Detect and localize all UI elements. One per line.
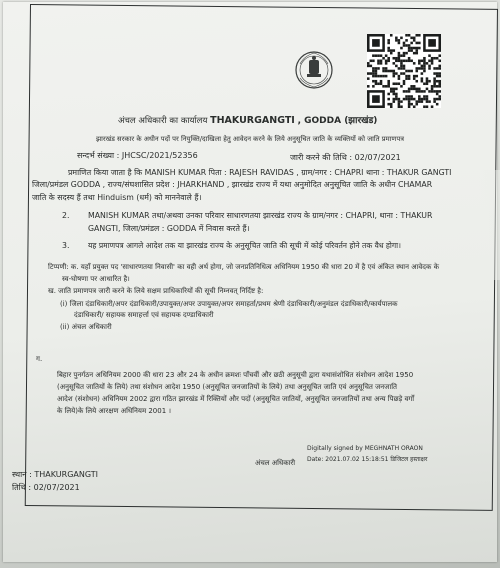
para1-line2: जिला/प्रमंडल GODDA , राज्य/संघशासित प्रदेश : JHARKHAND , झारखंड राज्य में यथा अनुमोदित अनुसूचित जाति के अधीन CHAMAR <box>32 180 433 189</box>
note-authority-ii: (ii) अंचल अधिकारी <box>60 323 112 331</box>
state-emblem-icon <box>294 50 334 94</box>
item3-number: 3. <box>62 241 70 250</box>
note-authority-i-line1: (i) जिला दंडाधिकारी/अपर दंडाधिकारी/उपायुक्त/अपर उपायुक्त/अपर समाहर्ता/प्रथम श्रेणी दंडाधिकारी/अनुमंडल दंडाधिकारी/कार्यपालक <box>60 300 398 308</box>
qr-code <box>367 34 441 108</box>
scan-fade <box>478 170 500 280</box>
place <box>12 470 98 480</box>
note-authority-i-line2: दंडाधिकारी/ सहायक समाहर्त्ता एवं सहायक दण्डाधिकारी <box>74 311 214 319</box>
office-district: , GODDA (झारखंड) <box>297 116 378 126</box>
certificate-subtitle: झारखंड सरकार के अधीन पदों पर नियुक्ति/दाखिला हेतु आवेदन करने के लिये अनुसूचित जाति के व्यक्तियों को जाति प्रमाणपत्र <box>96 135 404 143</box>
note-line2: स्व-घोषणा पर आधारित है। <box>62 275 130 283</box>
date-label: तिथि : <box>12 483 32 492</box>
para1-line1: प्रमाणित किया जाता है कि MANISH KUMAR पिता : RAJESH RAVIDAS , ग्राम/नगर : CHAPRI थाना : THAKUR GANGTI <box>68 168 452 177</box>
place-value: THAKURGANGTI <box>34 470 99 479</box>
issue-date-label: जारी करने की तिथि : <box>290 153 353 162</box>
office-heading <box>118 116 377 126</box>
item2-number: 2. <box>62 211 70 220</box>
reference-number <box>77 151 198 161</box>
office-name: THAKURGANGTI <box>210 115 295 126</box>
para1-line3: जाति के सदस्य हैं तथा Hinduism (धर्म) को माननेवाले हैं। <box>32 193 202 202</box>
office-prefix: अंचल अधिकारी का कार्यालय <box>118 116 208 126</box>
signatory-label: अंचल अधिकारी <box>255 459 296 467</box>
law-line3: आदेश (संशोधन) अधिनियम 2002 द्वारा गठित झारखंड में रिक्तियों और पदों (अनुसूचित जातियों, अनुसूचित जनजातियों तथा अन्य पिछड़े वर्गों <box>57 395 415 403</box>
law-line1: बिहार पुनर्गठन अधिनियम 2000 की धारा 23 और 24 के अधीन क्रमशः पाँचवीं और छठी अनुसूची द्वारा यथासंशोधित संशोधन आदेश 1950 <box>57 371 414 379</box>
item2-line1: MANISH KUMAR तथा/अथवा उनका परिवार साधारणतया झारखंड राज्य के ग्राम/नगर : CHAPRI, थाना : THAKUR <box>88 211 433 220</box>
date <box>12 483 80 493</box>
law-line4: के लिये)के लिये आरक्षण अधिनियम 2001 । <box>57 407 172 415</box>
digital-signature-line2: Date: 2021.07.02 15:18:51 डिजिटल हस्ताक्षर <box>307 456 428 463</box>
item3-line1: यह प्रमाणपत्र आगले आदेश तक या झारखंड राज्य के अनुसूचित जाति की सूची में कोई परिवर्तन होने तक वैध होगा। <box>88 241 402 250</box>
digital-signature-line1: Digitally signed by MEGHNATH ORAON <box>307 445 423 452</box>
item2-line2: GANGTI, जिला/प्रमंडल : GODDA में निवास करते हैं। <box>88 224 250 233</box>
reference-value: JHCSC/2021/52356 <box>121 151 198 160</box>
law-line2: (अनुसूचित जातियों के लिये) तथा संशोधन आदेश 1950 (अनुसूचित जनजातियों के लिये) तथा अनुसूचित जाति एवं अनुसूचित जनजाति <box>57 383 397 391</box>
issue-date <box>290 153 401 163</box>
note-line3: ख. जाति प्रमाणपत्र जारी करने के लिये सक्षम प्राधिकारियों की सूची निम्नवत् निर्दिष्ट है: <box>48 287 264 295</box>
reference-label: सन्दर्भ संख्या : <box>77 151 120 160</box>
place-label: स्थान : <box>12 470 32 479</box>
date-value: 02/07/2021 <box>33 483 80 492</box>
note-ga: ग. <box>36 355 43 363</box>
issue-date-value: 02/07/2021 <box>354 153 401 162</box>
note-line1: टिप्पणी: क. यहाँ प्रयुक्त पद 'साधारणतया निवासी' का वही अर्थ होगा, जो जनप्रतिनिधित्व अधिनियम 1950 की धारा 20 में है एवं अंकित स्थान आवेदक के <box>48 263 439 271</box>
